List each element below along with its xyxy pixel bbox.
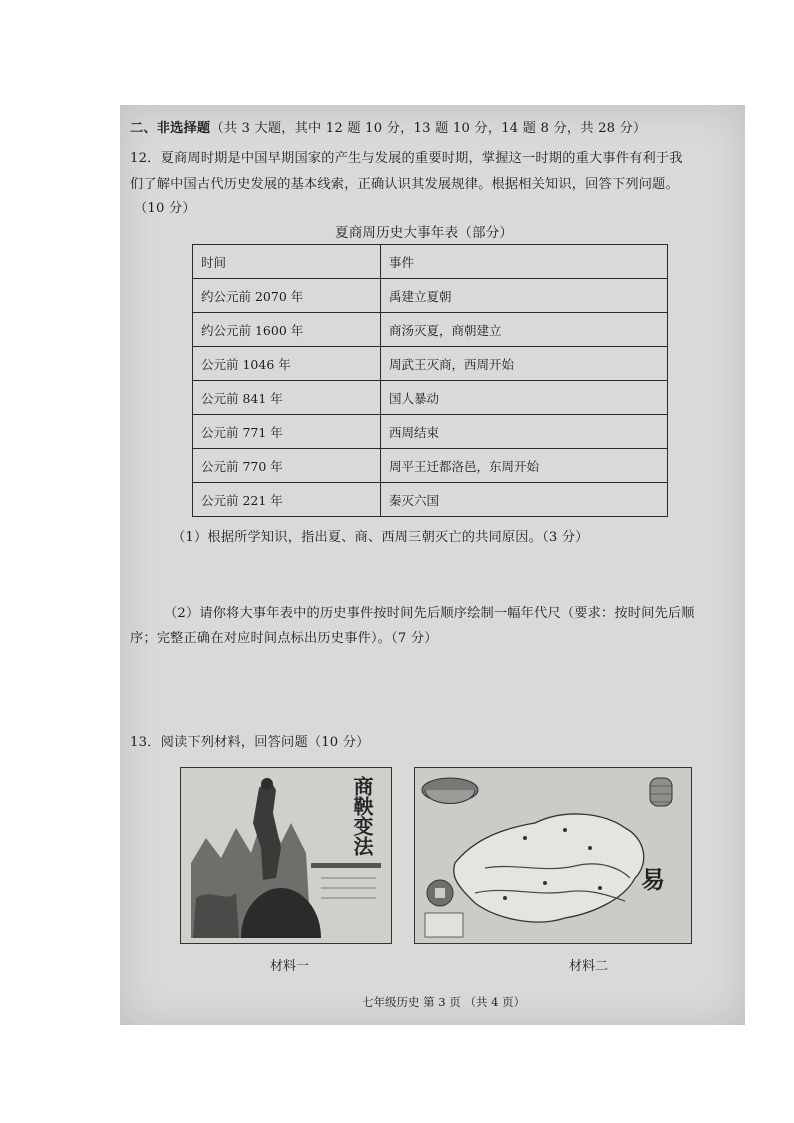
section-heading	[130, 117, 646, 136]
table-row	[193, 381, 668, 415]
row-time: 公元前 771 年	[193, 415, 381, 449]
row-event: 商汤灭夏，商朝建立	[381, 313, 668, 347]
table-row	[193, 483, 668, 517]
row-time: 约公元前 2070 年	[193, 279, 381, 313]
table-header-row	[193, 245, 668, 279]
section-heading-detail: （共 3 大题，其中 12 题 10 分，13 题 10 分，14 题 8 分，共 28 分）	[210, 121, 647, 136]
material1-image	[180, 767, 392, 944]
page-footer: 七年级历史 第 3 页 （共 4 页）	[362, 995, 526, 1009]
q12-sub2-line2: 序；完整正确在对应时间点标出历史事件）。（7 分）	[130, 631, 438, 646]
q12-sub2-line1: （2）请你将大事年表中的历史事件按时间先后顺序绘制一幅年代尺（要求：按时间先后顺	[164, 606, 695, 621]
material1-caption-text: 商鞅变法	[350, 776, 374, 856]
row-event: 周武王灭商，西周开始	[381, 347, 668, 381]
row-event: 禹建立夏朝	[381, 279, 668, 313]
row-time: 公元前 770 年	[193, 449, 381, 483]
header-event: 事件	[381, 245, 668, 279]
events-table	[192, 244, 668, 517]
material2-label: 材料二	[569, 959, 609, 974]
q12-stem-line2: 们了解中国古代历史发展的基本线索，正确认识其发展规律。根据相关知识，回答下列问题。	[130, 177, 679, 192]
row-time: 约公元前 1600 年	[193, 313, 381, 347]
material2-character: 易	[641, 865, 665, 894]
unification-map	[415, 768, 691, 943]
section-heading-label: 二、非选择题	[130, 121, 211, 136]
row-event: 国人暴动	[381, 381, 668, 415]
table-row	[193, 279, 668, 313]
exam-page	[120, 105, 745, 1025]
row-time: 公元前 221 年	[193, 483, 381, 517]
table-row	[193, 449, 668, 483]
material2-image	[414, 767, 692, 944]
row-time: 公元前 841 年	[193, 381, 381, 415]
q13-title: 13．阅读下列材料，回答问题（10 分）	[130, 735, 370, 750]
table-title: 夏商周历史大事年表（部分）	[335, 225, 514, 241]
table-row	[193, 347, 668, 381]
row-event: 周平王迁都洛邑，东周开始	[381, 449, 668, 483]
q12-stem-line1: 12．夏商周时期是中国早期国家的产生与发展的重要时期，掌握这一时期的重大事件有利于我	[130, 151, 683, 166]
q12-score: （10 分）	[134, 201, 196, 216]
material1-label: 材料一	[270, 959, 310, 974]
table-row	[193, 415, 668, 449]
table-row	[193, 313, 668, 347]
row-event: 西周结束	[381, 415, 668, 449]
row-event: 秦灭六国	[381, 483, 668, 517]
row-time: 公元前 1046 年	[193, 347, 381, 381]
q12-sub1: （1）根据所学知识，指出夏、商、西周三朝灭亡的共同原因。（3 分）	[172, 530, 589, 545]
header-time: 时间	[193, 245, 381, 279]
